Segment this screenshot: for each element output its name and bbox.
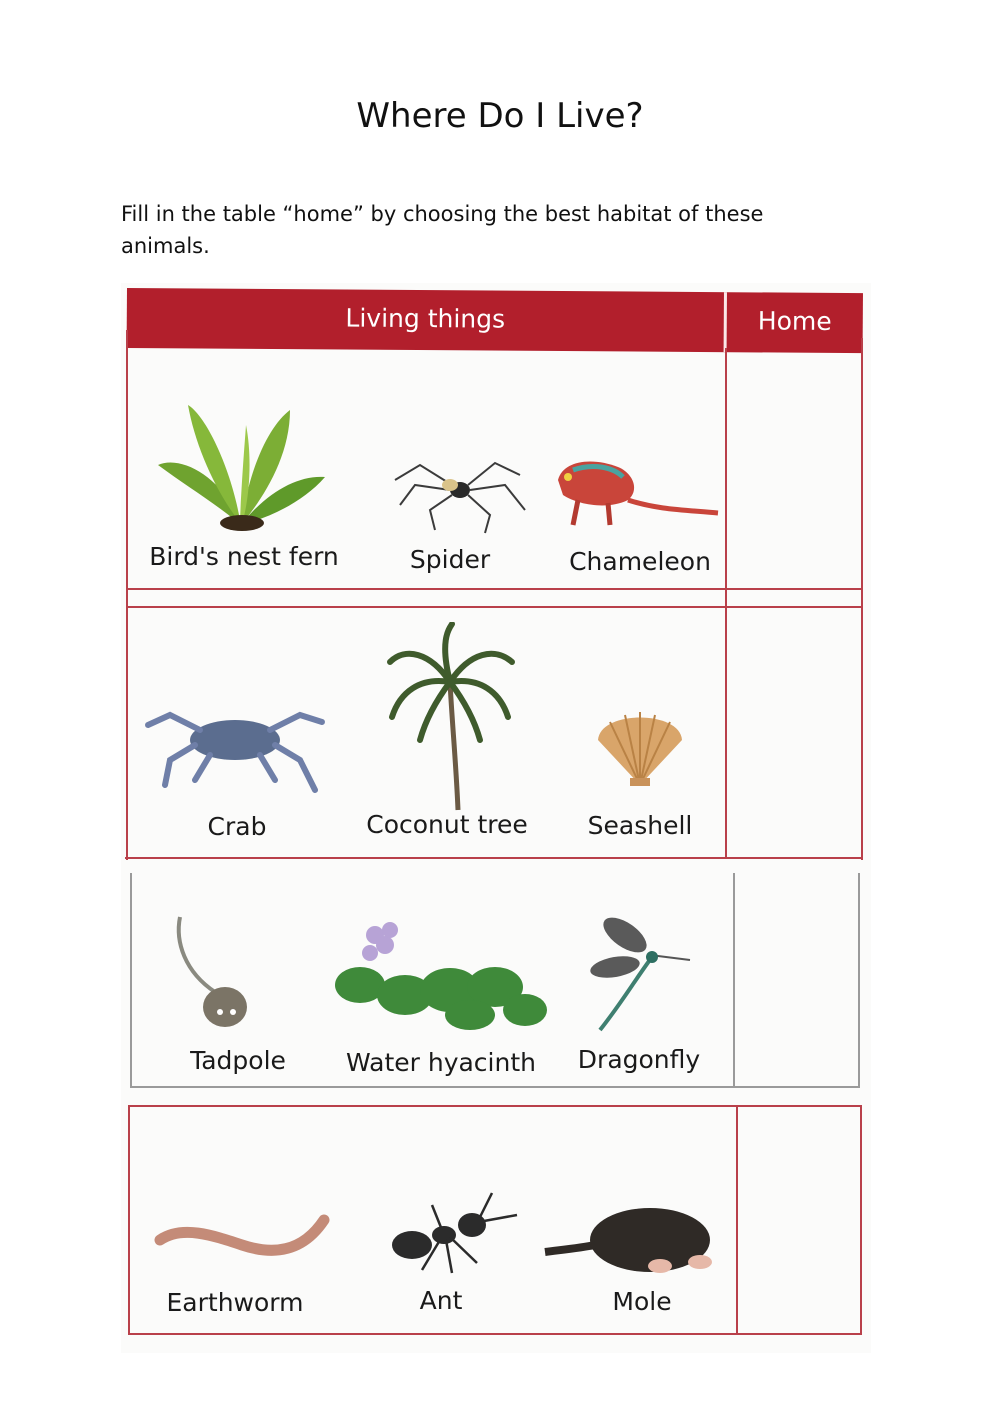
label-dragonfly: Dragonfly: [577, 1045, 701, 1074]
table3-border-right: [860, 1105, 862, 1335]
label-water-hyacinth: Water hyacinth: [346, 1048, 536, 1077]
label-spider: Spider: [409, 545, 491, 574]
table3-divider-home: [736, 1105, 738, 1335]
label-seashell: Seashell: [587, 811, 693, 840]
table-border-left: [126, 330, 128, 860]
coconut-tree-picture: [380, 622, 520, 812]
instructions-text: Fill in the table “home” by choosing the best habitat of these animals.: [121, 202, 764, 258]
row2-top-line: [127, 606, 862, 608]
table2-divider-home: [733, 873, 735, 1088]
label-earthworm: Earthworm: [166, 1288, 304, 1317]
row1-bottom-line: [127, 588, 862, 590]
label-tadpole: Tadpole: [190, 1046, 286, 1075]
dragonfly-picture: [580, 905, 710, 1035]
label-crab: Crab: [207, 812, 267, 841]
ant-picture: [372, 1185, 522, 1280]
table-divider-home: [725, 348, 727, 858]
row3-bottom-line: [130, 1086, 860, 1088]
table2-border-right: [858, 873, 860, 1088]
table3-border-left: [128, 1105, 130, 1335]
header-living-things: Living things: [345, 303, 506, 334]
label-mole: Mole: [612, 1287, 672, 1316]
tadpole-picture: [165, 912, 260, 1032]
crab-picture: [140, 700, 330, 800]
water-hyacinth-picture: [330, 915, 550, 1035]
table-header: [127, 288, 863, 353]
table-border-right: [861, 338, 863, 860]
header-home: Home: [757, 306, 832, 336]
spider-picture: [390, 455, 530, 535]
table2-border-left: [130, 873, 132, 1088]
row4-top-line: [128, 1105, 861, 1107]
birds-nest-fern-picture: [150, 395, 330, 535]
label-chameleon: Chameleon: [569, 547, 711, 576]
seashell-picture: [590, 700, 690, 790]
row2-bottom-line: [125, 857, 862, 859]
label-coconut-tree: Coconut tree: [366, 810, 528, 839]
row4-bottom-line: [128, 1333, 861, 1335]
mole-picture: [540, 1200, 720, 1280]
worksheet-title: Where Do I Live?: [356, 96, 644, 136]
label-ant: Ant: [419, 1286, 463, 1315]
label-birds-nest-fern: Bird's nest fern: [149, 542, 339, 571]
chameleon-picture: [548, 455, 723, 530]
earthworm-picture: [152, 1205, 332, 1265]
